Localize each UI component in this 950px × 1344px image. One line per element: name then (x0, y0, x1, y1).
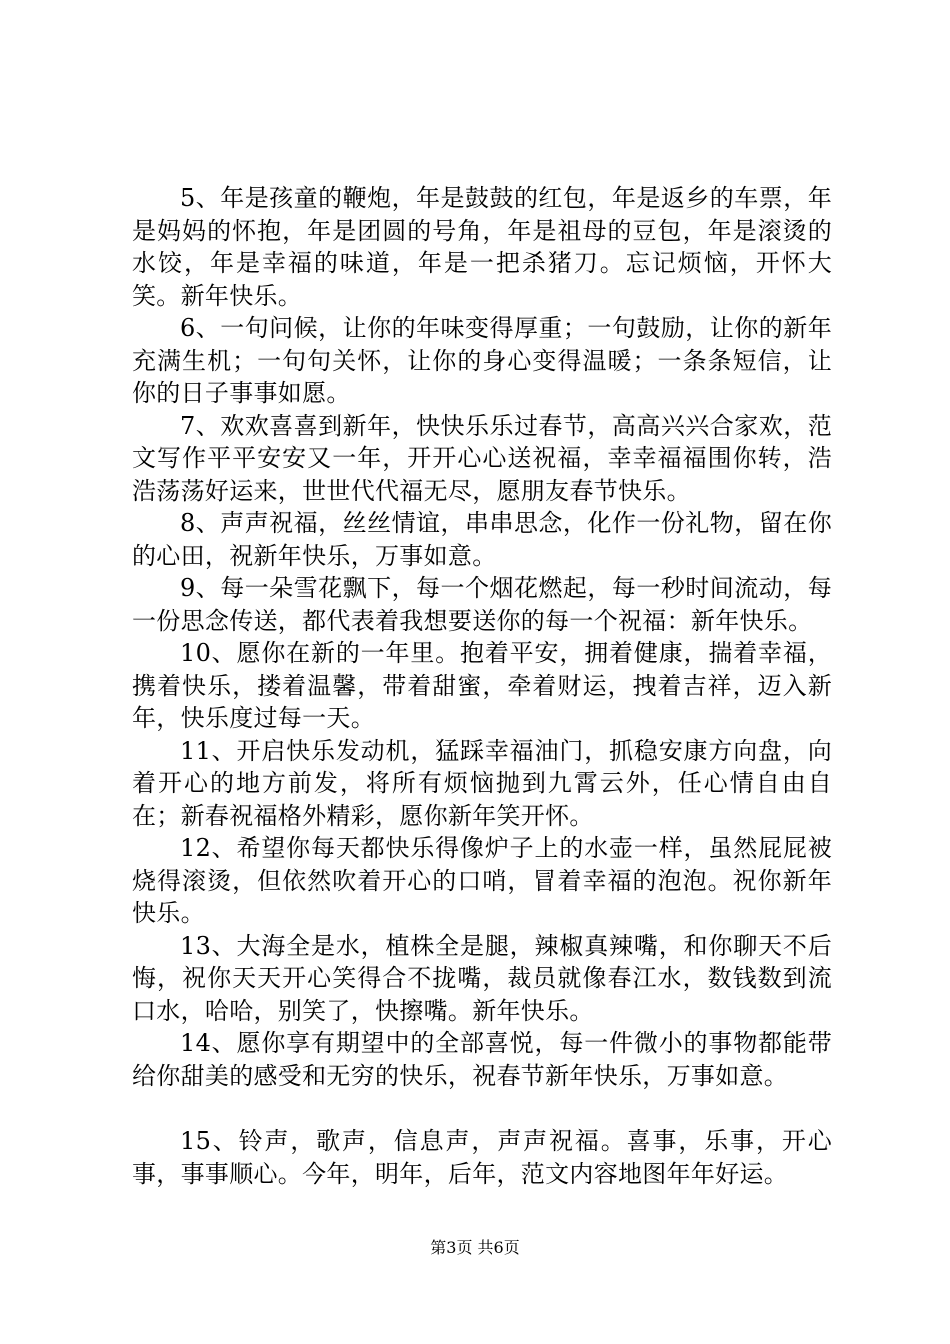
document-body (132, 182, 832, 1190)
paragraph-9: 9、每一朵雪花飘下，每一个烟花燃起，每一秒时间流动，每一份思念传送，都代表着我想要送你的每一个祝福：新年快乐。 (132, 574, 832, 635)
paragraph-5: 5、年是孩童的鞭炮，年是鼓鼓的红包，年是返乡的车票，年是妈妈的怀抱，年是团圆的号角，年是祖母的豆包，年是滚烫的水饺，年是幸福的味道，年是一把杀猪刀。忘记烦恼，开怀大笑。新年快乐。 (132, 184, 832, 310)
paragraph-6: 6、一句问候，让你的年味变得厚重；一句鼓励，让你的新年充满生机；一句句关怀，让你的身心变得温暖；一条条短信，让你的日子事事如愿。 (132, 314, 832, 407)
paragraph-13: 13、大海全是水，植株全是腿，辣椒真辣嘴，和你聊天不后悔，祝你天天开心笑得合不拢嘴，裁员就像春江水，数钱数到流口水，哈哈，别笑了，快擦嘴。新年快乐。 (132, 931, 832, 1025)
page-number-footer: 第3页 共6页 (430, 1238, 520, 1257)
paragraph-15: 15、铃声，歌声，信息声，声声祝福。喜事，乐事，开心事，事事顺心。今年，明年，后年，范文内容地图年年好运。 (132, 1127, 832, 1188)
paragraph-10: 10、愿你在新的一年里。抱着平安，拥着健康，揣着幸福，携着快乐，搂着温馨，带着甜蜜，牵着财运，拽着吉祥，迈入新年，快乐度过每一天。 (132, 639, 832, 732)
paragraph-14: 14、愿你享有期望中的全部喜悦，每一件微小的事物都能带给你甜美的感受和无穷的快乐，祝春节新年快乐，万事如意。 (132, 1029, 832, 1090)
paragraph-12: 12、希望你每天都快乐得像炉子上的水壶一样，虽然屁屁被烧得滚烫，但依然吹着开心的口哨，冒着幸福的泡泡。祝你新年快乐。 (132, 834, 832, 927)
paragraph-7: 7、欢欢喜喜到新年，快快乐乐过春节，高高兴兴合家欢，范文写作平平安安又一年，开开心心送祝福，幸幸福福围你转，浩浩荡荡好运来，世世代代福无尽，愿朋友春节快乐。 (132, 411, 832, 505)
paragraph-11: 11、开启快乐发动机，猛踩幸福油门，抓稳安康方向盘，向着开心的地方前发，将所有烦恼抛到九霄云外，任心情自由自在；新春祝福格外精彩，愿你新年笑开怀。 (132, 736, 832, 830)
paragraph-8: 8、声声祝福，丝丝情谊，串串思念，化作一份礼物，留在你的心田，祝新年快乐，万事如意。 (132, 509, 832, 570)
